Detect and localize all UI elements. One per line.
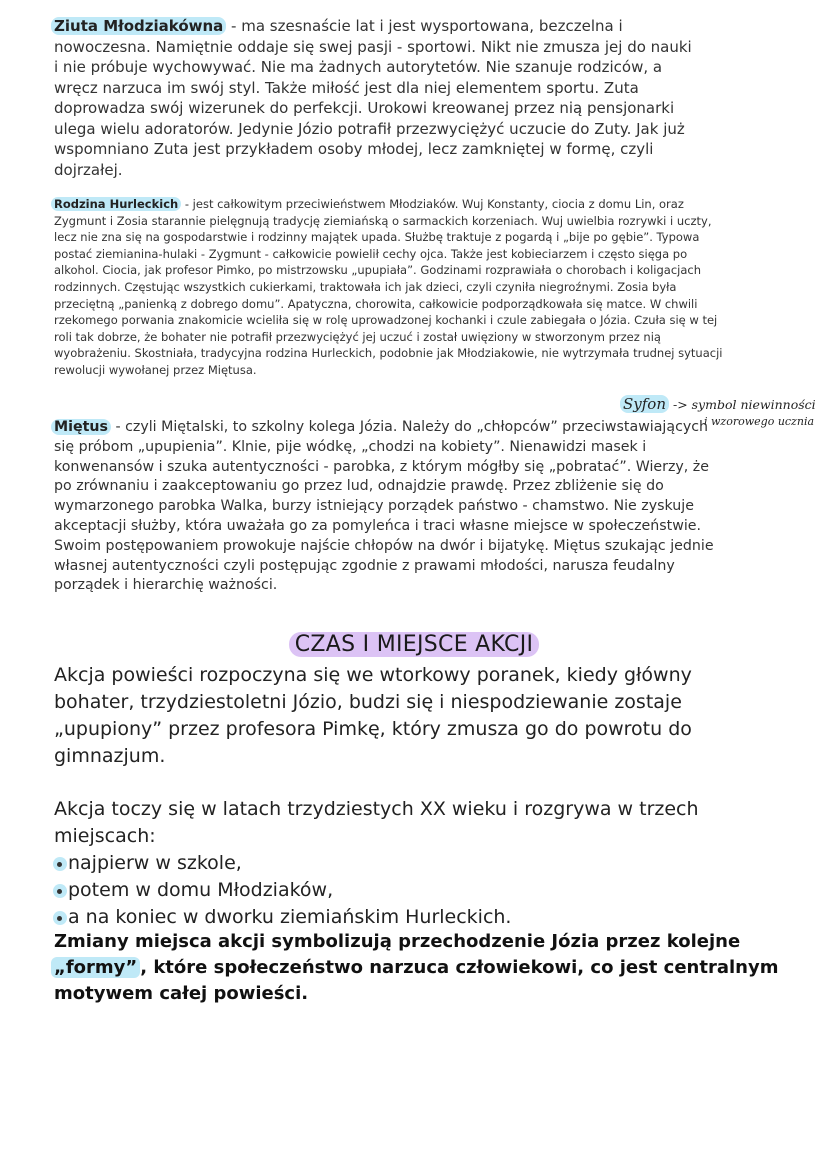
character-name-hurleccy: Rodzina Hurleckich xyxy=(51,197,181,211)
conclusion-text-before: Zmiany miejsca akcji symbolizują przechodzenie Józia przez kolejne xyxy=(54,931,741,952)
conclusion-text-after: , które społeczeństwo narzuca człowiekowi, co jest centralnym motywem całej powieści. xyxy=(54,957,779,1004)
paragraph-conclusion xyxy=(54,929,784,1007)
places-intro: Akcja toczy się w latach trzydziestych XX wieku i rozgrywa w trzech miejscach: xyxy=(54,798,699,847)
list-item-text: potem w domu Młodziaków, xyxy=(68,879,334,901)
note-line-1 xyxy=(620,396,825,413)
note-highlight-syfon: Syfon xyxy=(620,395,669,413)
paragraph-ziuta xyxy=(54,16,694,180)
hurleccy-description: - jest całkowitym przeciwieństwem Młodziaków. Wuj Konstanty, ciocia z domu Lin, oraz Zygmunt i Zosia starannie pielęgnują tradycję ziemiańską o sarmackich korzeniach. Wuj uwielbia rozrywki i uczty, lecz nie zna się na gospodarstwie i rodzinny majątek upada. Służbę traktuje z pogardą i „bije po gębie”. Typowa postać ziemianina-hulaki - Zygmunt - całkowicie powielił cechy ojca. Także jest kobieciarzem i często sięga po alkohol. Ciocia, jak profesor Pimko, po mistrzowsku „upupiała”. Godzinami rozprawiała o chorobach i koligacjach rodzinnych. Częstując wszystkich cukierkami, traktowała ich jak dzieci, czyli czyniła niegroźnymi. Zosia była przeciętną „panienką z dobrego domu”. Apatyczna, chorowita, całkowicie podporządkowała się matce. W chwili rzekomego porwania znakomicie wcieliła się w rolę uprowadzonej kochanki i czule zabiegała o Józia. Czuła się w tej roli tak dobrze, że bohater nie potrafił przezwyciężyć jej uczuć i został uwięziony w stworzonym przez nią wyobrażeniu. Skostniała, tradycyjna rodzina Hurleckich, podobnie jak Młodziakowie, nie wytrzymała trudnej sytuacji rewolucji wywołanej przez Miętusa. xyxy=(54,197,723,377)
bullet-icon xyxy=(53,911,67,925)
paragraph-places xyxy=(54,796,774,931)
heading-text: CZAS I MIEJSCE AKCJI xyxy=(289,632,540,657)
character-name-mietus: Miętus xyxy=(51,419,111,435)
paragraph-action-start: Akcja powieści rozpoczyna się we wtorkowy poranek, kiedy główny bohater, trzydziestoletni Józio, budzi się i niespodziewanie zostaje „upupiony” przez profesora Pimkę, który zmusza go do powrotu do gimnazjum. xyxy=(54,664,692,767)
mietus-description: - czyli Miętalski, to szkolny kolega Józia. Należy do „chłopców” przeciwstawiających się próbom „upupienia”. Klnie, pije wódkę, „chodzi na kobiety”. Nienawidzi masek i konwenansów i szuka autentyczności - parobka, z którym mógłby się „pobratać”. Wierzy, że po zrównaniu i zaakceptowaniu go przez lud, odnajdzie prawdę. Przez zbliżenie się do wymarzonego parobka Walka, burzy istniejący porządek państwo - chamstwo. Nie zyskuje akceptacji służby, która uważała go za pomyleńca i traci własne miejsce w społeczeństwie. Swoim postępowaniem prowokuje najście chłopów na dwór i bijatykę. Miętus szukając jednie własnej autentyczności czyli postępując zgodnie z prawami młodości, narusza feudalny porządek i hierarchię ważności. xyxy=(54,419,714,594)
list-item xyxy=(54,904,774,931)
note-line-2: i wzorowego ucznia xyxy=(704,415,815,428)
paragraph-hurleccy xyxy=(54,196,734,379)
list-item xyxy=(54,850,774,877)
note-text-1: -> symbol niewinności xyxy=(669,397,816,412)
character-name-ziuta: Ziuta Młodziakówna xyxy=(51,17,226,35)
bullet-icon xyxy=(53,857,67,871)
list-item-text: a na koniec w dworku ziemiańskim Hurleckich. xyxy=(68,906,512,928)
paragraph-mietus xyxy=(54,418,714,596)
bullet-icon xyxy=(53,884,67,898)
places-list xyxy=(54,850,774,931)
conclusion-highlight-formy: „formy” xyxy=(51,957,140,978)
section-heading xyxy=(0,632,828,657)
list-item xyxy=(54,877,774,904)
list-item-text: najpierw w szkole, xyxy=(68,852,242,874)
ziuta-description: - ma szesnaście lat i jest wysportowana, bezczelna i nowoczesna. Namiętnie oddaje się swej pasji - sportowi. Nikt nie zmusza jej do nauki i nie próbuje wychowywać. Nie ma żadnych autorytetów. Nie szanuje rodziców, a wręcz narzuca im swój styl. Także miłość jest dla niej elementem sportu. Zuta doprowadza swój wizerunek do perfekcji. Urokowi kreowanej przez nią pensjonarki ulega wielu adoratorów. Jedynie Józio potrafił przezwyciężyć uczucie do Zuty. Jak już wspomniano Zuta jest przykładem osoby młodej, lecz zamkniętej w formę, czyli dojrzałej. xyxy=(54,17,692,179)
